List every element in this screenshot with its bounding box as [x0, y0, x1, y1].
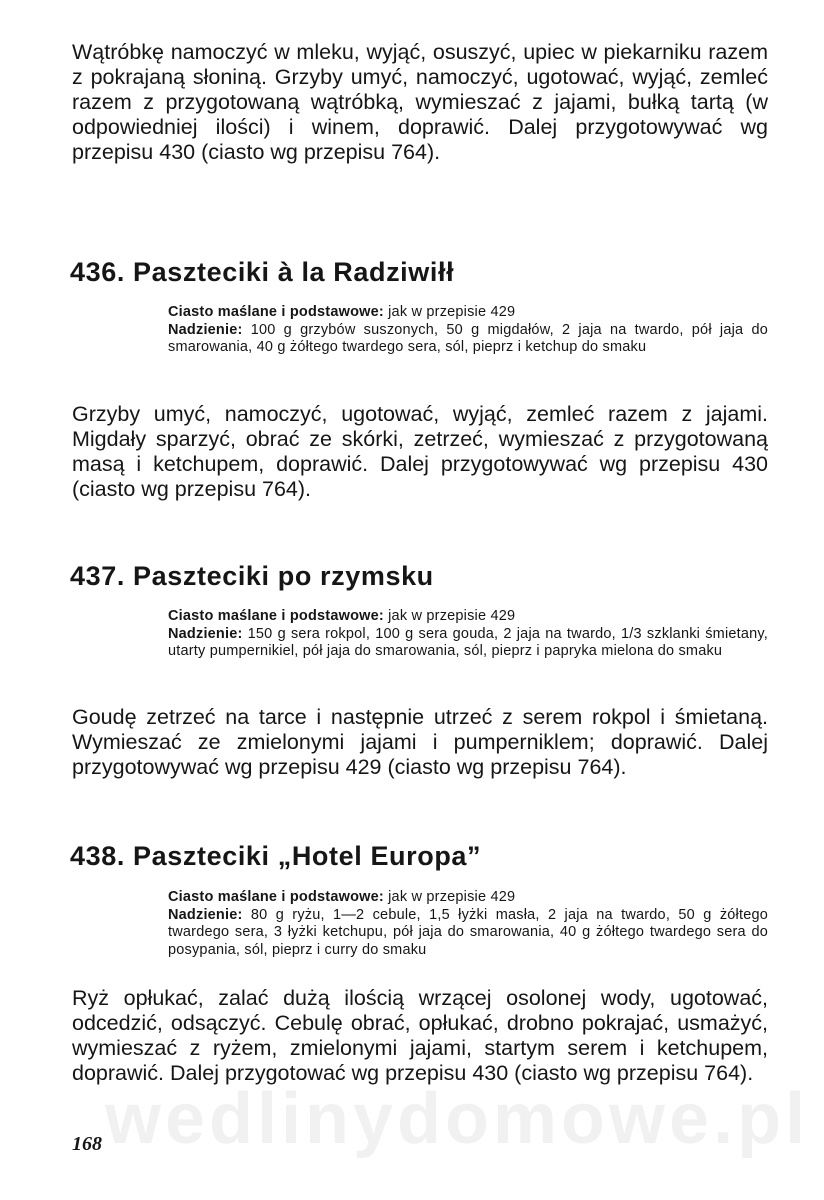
filling-value: 150 g sera rokpol, 100 g sera gouda, 2 jaja na twardo, 1/3 szklanki śmietany, utarty pumpernikiel, pół jaja do smarowania, sól, pieprz i papryka mielona do smaku	[168, 625, 768, 659]
dough-value: jak w przepisie 429	[383, 304, 516, 320]
recipe-436-ingredients	[168, 304, 768, 357]
intro-paragraph: Wątróbkę namoczyć w mleku, wyjąć, osuszyć, upiec w piekarniku razem z pokrajaną słoniną. Grzyby umyć, namoczyć, ugotować, wyjąć, zemleć razem z przygotowaną wątróbką, wymieszać z jajami, bułką tartą (w odpowiedniej ilości) i winem, doprawić. Dalej przygotowywać wg przepisu 430 (ciasto wg przepisu 764).	[72, 40, 768, 164]
watermark: wedlinydomowe.pl	[105, 1079, 810, 1159]
recipe-438-method: Ryż opłukać, zalać dużą ilością wrzącej osolonej wody, ugotować, odcedzić, odsączyć. Cebulę obrać, opłukać, drobno pokrajać, usmażyć, wymieszać z ryżem, zmielonymi jajami, startym serem i ketchupem, doprawić. Dalej przygotować wg przepisu 430 (ciasto wg przepisu 764).	[72, 986, 768, 1085]
recipe-437-method: Goudę zetrzeć na tarce i następnie utrzeć z serem rokpol i śmietaną. Wymieszać ze zmielonymi jajami i pumperniklem; doprawić. Dalej przygotowywać wg przepisu 429 (ciasto wg przepisu 764).	[72, 705, 768, 779]
filling-label: Nadzienie:	[168, 321, 243, 338]
recipe-438-title: 438. Paszteciki „Hotel Europa”	[70, 841, 482, 871]
filling-value: 100 g grzybów suszonych, 50 g migdałów, 2 jaja na twardo, pół jaja do smarowania, 40 g żółtego twardego sera, sól, pieprz i ketchup do smaku	[168, 321, 768, 355]
page-number: 168	[72, 1133, 102, 1155]
recipe-438-ingredients	[168, 889, 768, 959]
recipe-436-method: Grzyby umyć, namoczyć, ugotować, wyjąć, zemleć razem z jajami. Migdały sparzyć, obrać ze skórki, zetrzeć, wymieszać z przygotowaną masą i ketchupem, doprawić. Dalej przygotowywać wg przepisu 430 (ciasto wg przepisu 764).	[72, 402, 768, 501]
dough-label: Ciasto maślane i podstawowe:	[168, 608, 384, 624]
filling-label: Nadzienie:	[168, 906, 243, 923]
recipe-436-title: 436. Paszteciki à la Radziwiłł	[70, 257, 455, 287]
filling-label: Nadzienie:	[168, 625, 243, 642]
recipe-437-ingredients	[168, 608, 768, 661]
dough-label: Ciasto maślane i podstawowe:	[168, 304, 384, 320]
recipe-437-title: 437. Paszteciki po rzymsku	[70, 561, 434, 591]
dough-label: Ciasto maślane i podstawowe:	[168, 889, 384, 905]
dough-value: jak w przepisie 429	[383, 889, 516, 905]
dough-value: jak w przepisie 429	[383, 608, 516, 624]
filling-value: 80 g ryżu, 1—2 cebule, 1,5 łyżki masła, 2 jaja na twardo, 50 g żółtego twardego sera, 3 łyżki ketchupu, pół jaja do smarowania, 40 g żółtego twardego sera do posypania, sól, pieprz i curry do smaku	[168, 906, 768, 958]
